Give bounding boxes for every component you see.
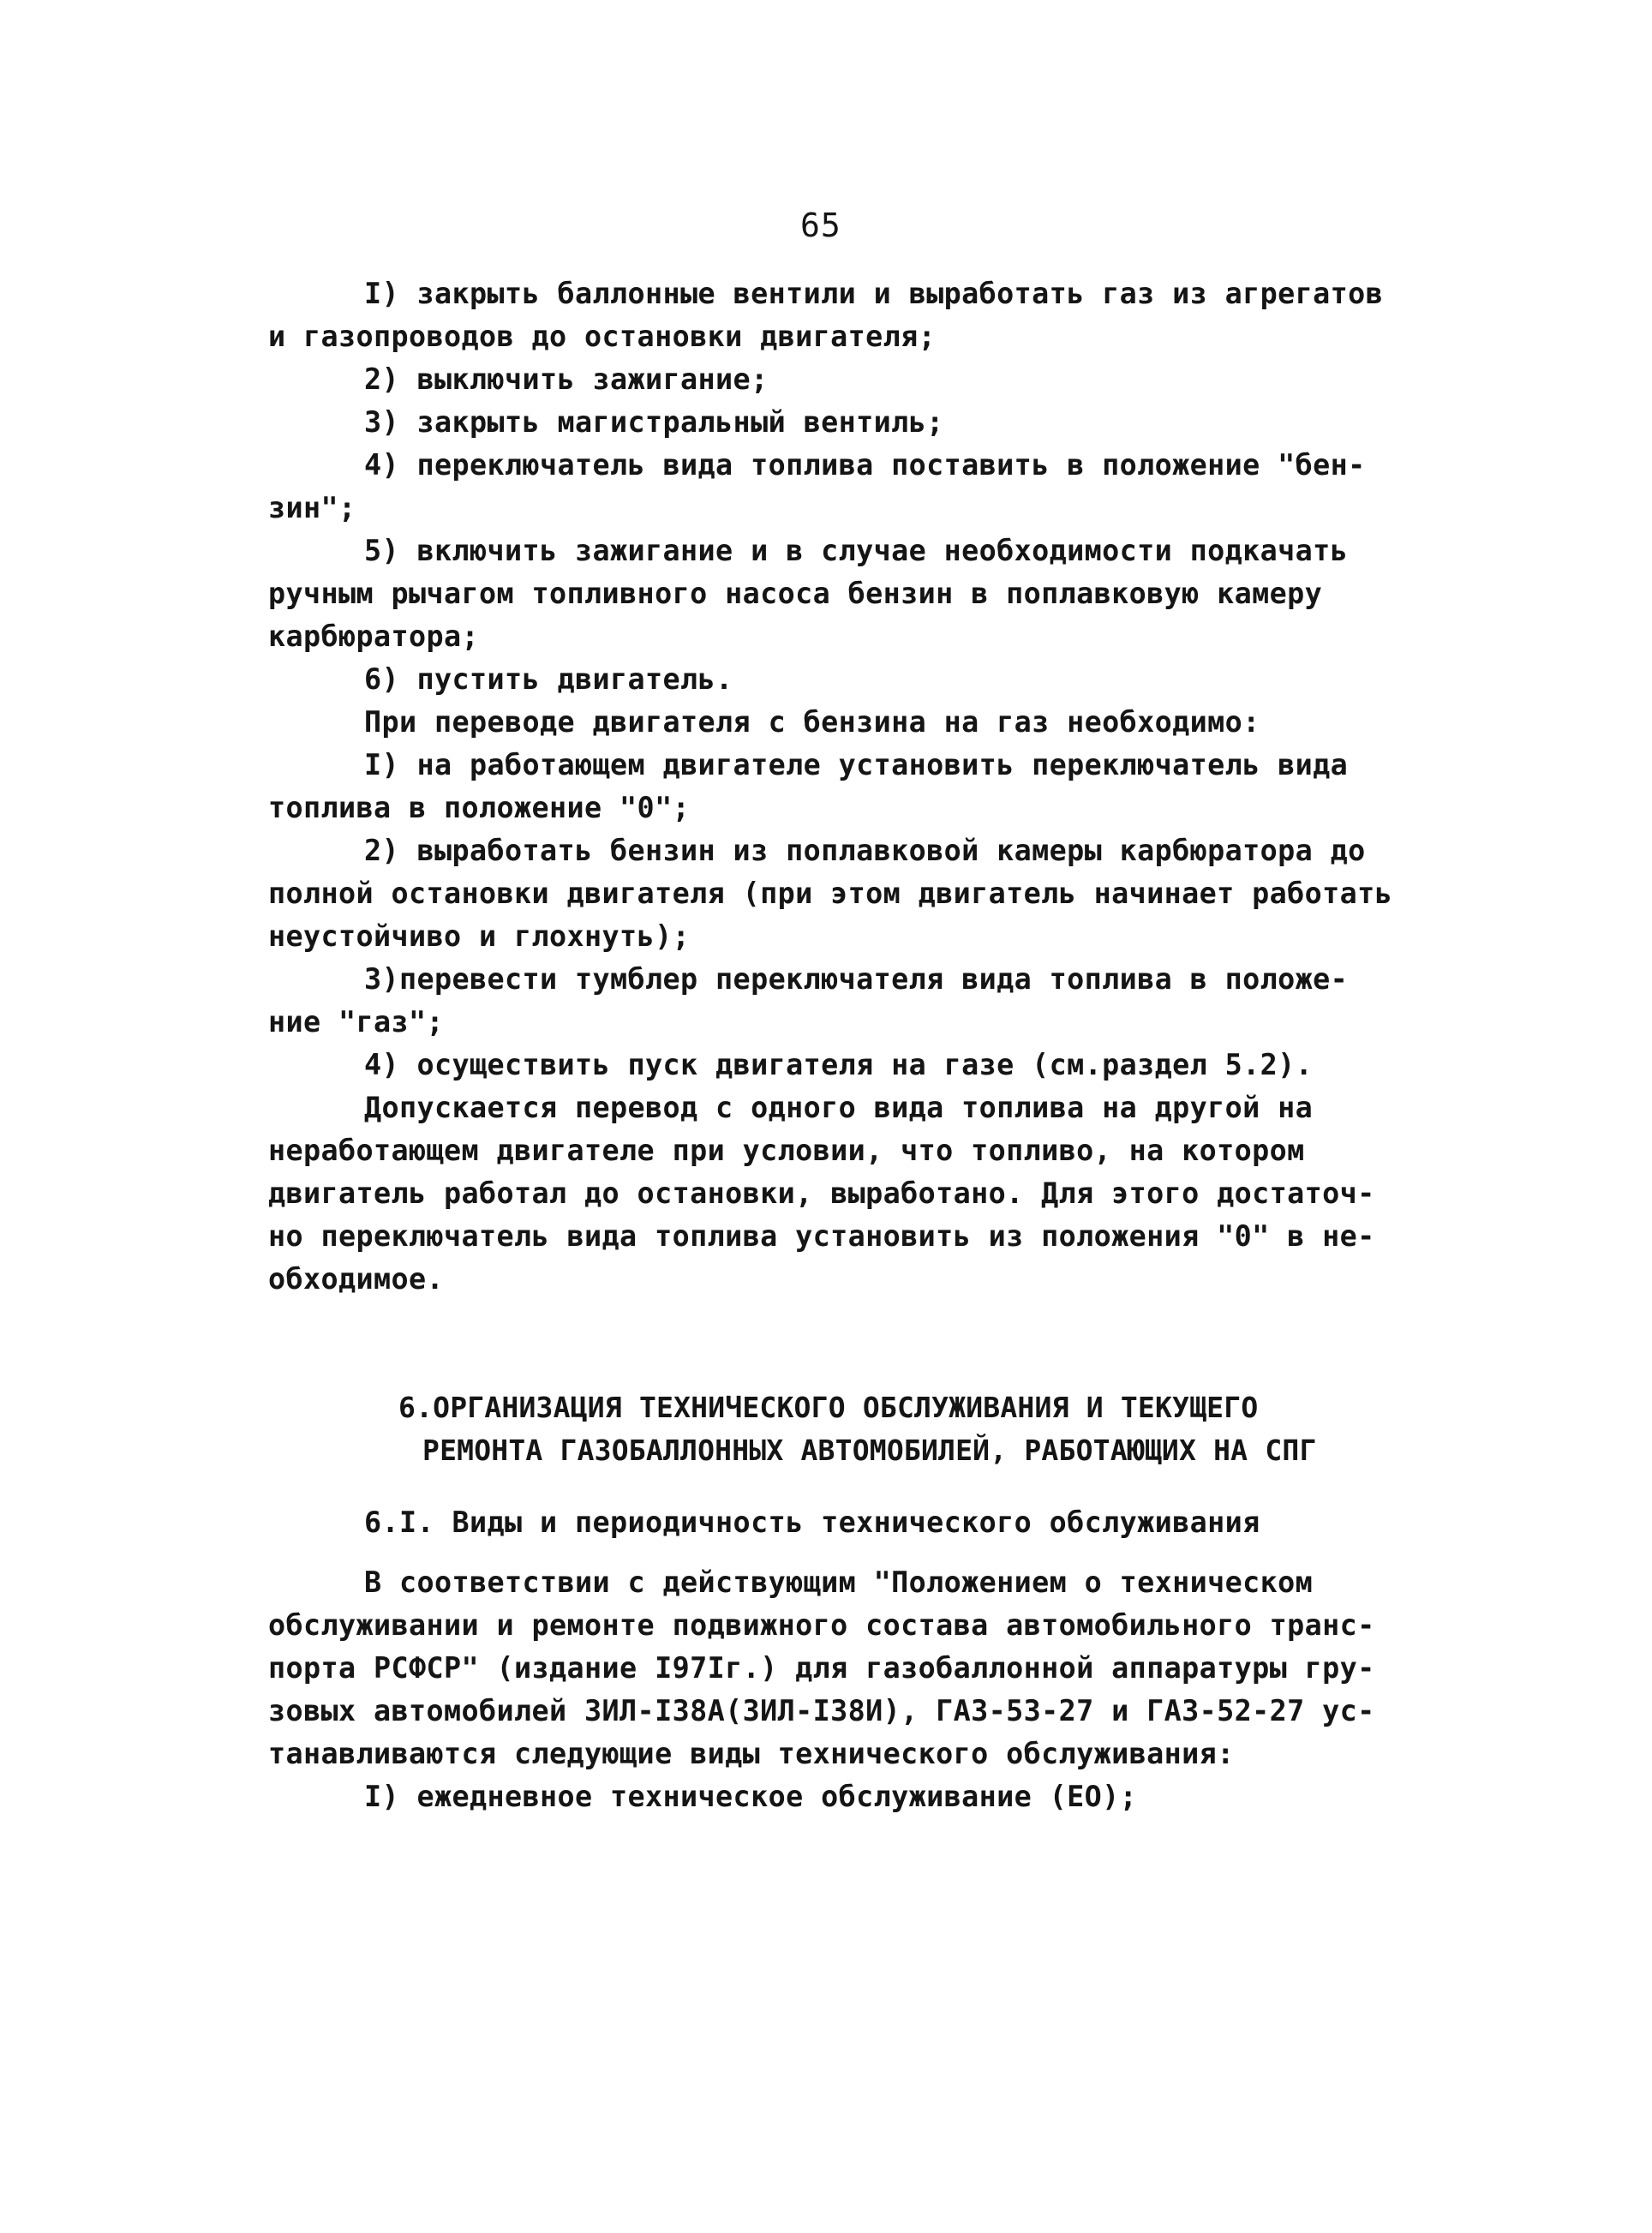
text-line: I) на работающем двигателе установить переключатель вида xyxy=(364,748,1349,781)
text-line: полной остановки двигателя (при этом двигатель начинает работать xyxy=(268,877,1393,910)
text-line: ние "газ"; xyxy=(268,1005,445,1039)
list-item-start-engine: 6) пустить двигатель. xyxy=(364,662,733,696)
subsection-title: 6.I. Виды и периодичность технического обслуживания xyxy=(364,1506,1260,1539)
text-line: и газопроводов до остановки двигателя; xyxy=(268,320,937,353)
text-line: обслуживании и ремонте подвижного состава автомобильного транс- xyxy=(268,1608,1375,1642)
text-line: неработающем двигателе при условии, что топливо, на котором xyxy=(268,1134,1305,1167)
text-line: неустойчиво и глохнуть); xyxy=(268,919,691,953)
text-line: зин"; xyxy=(268,491,356,524)
text-line: обходимое. xyxy=(268,1262,445,1296)
text-line: топлива в положение "0"; xyxy=(268,791,691,824)
text-line: 4) переключатель вида топлива поставить в положение "бен- xyxy=(364,448,1366,482)
paragraph-petrol-to-gas-intro: При переводе двигателя с бензина на газ необходимо: xyxy=(364,705,1260,739)
list-item-main-valve: 3) закрыть магистральный вентиль; xyxy=(364,405,944,439)
text-line: порта РСФСР" (издание I97Iг.) для газобаллонной аппаратуры гру- xyxy=(268,1651,1375,1685)
section-title-line-2: РЕМОНТА ГАЗОБАЛЛОННЫХ АВТОМОБИЛЕЙ, РАБОТАЮЩИХ НА СПГ xyxy=(422,1434,1317,1467)
list-item-start-on-gas: 4) осуществить пуск двигателя на газе (см.раздел 5.2). xyxy=(364,1048,1314,1081)
text-line: В соответствии с действующим "Положением о техническом xyxy=(364,1565,1314,1599)
text-line: Допускается перевод с одного вида топлива на другой на xyxy=(364,1091,1314,1124)
text-line: 5) включить зажигание и в случае необходимости подкачать xyxy=(364,534,1349,567)
text-line: карбюратора; xyxy=(268,620,480,653)
text-line: 2) выработать бензин из поплавковой камеры карбюратора до xyxy=(364,834,1366,867)
text-line: но переключатель вида топлива установить из положения "0" в не- xyxy=(268,1219,1375,1253)
section-title-line-1: 6.ОРГАНИЗАЦИЯ ТЕХНИЧЕСКОГО ОБСЛУЖИВАНИЯ И ТЕКУЩЕГО xyxy=(398,1391,1259,1424)
page-number: 65 xyxy=(800,207,841,244)
text-line: зовых автомобилей ЗИЛ-I38А(ЗИЛ-I38И), ГАЗ-53-27 и ГАЗ-52-27 ус- xyxy=(268,1694,1375,1727)
text-line: ручным рычагом топливного насоса бензин в поплавковую камеру xyxy=(268,577,1323,610)
list-item-ignition-off: 2) выключить зажигание; xyxy=(364,362,769,396)
text-line: танавливаются следующие виды технического обслуживания: xyxy=(268,1737,1235,1770)
text-line: 3)перевести тумблер переключателя вида топлива в положе- xyxy=(364,962,1349,996)
text-line: двигатель работал до остановки, выработано. Для этого достаточ- xyxy=(268,1176,1375,1210)
list-item-daily-maintenance: I) ежедневное техническое обслуживание (ЕО); xyxy=(364,1780,1138,1813)
text-line: I) закрыть баллонные вентили и выработать газ из агрегатов xyxy=(364,277,1384,310)
